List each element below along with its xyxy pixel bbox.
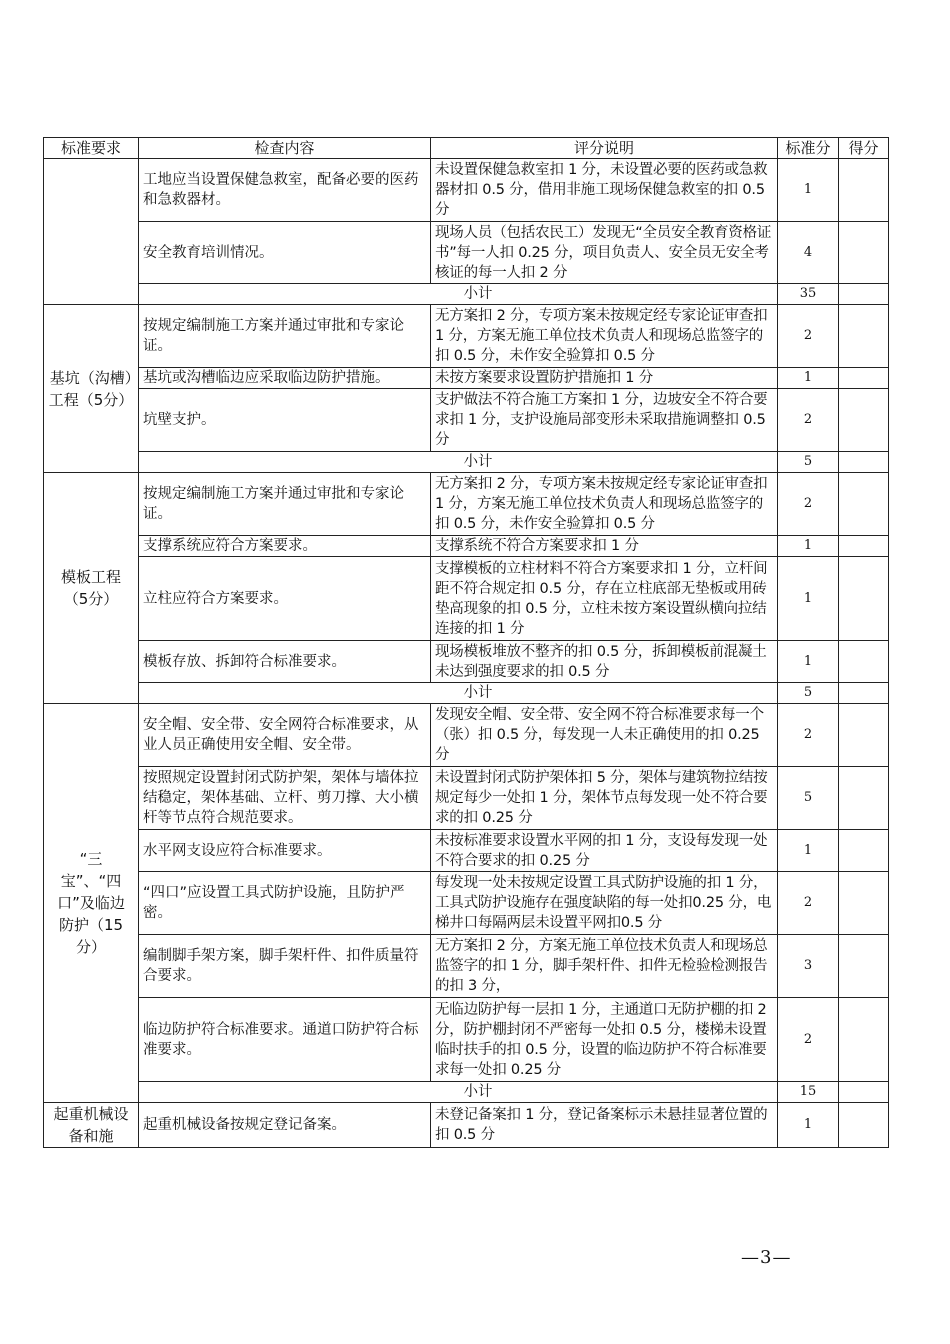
subtotal-row [44,1082,889,1103]
scoring-description-cell: 无方案扣 2 分，专项方案未按规定经专家论证审查扣 1 分，方案无施工单位技术负责人和现场总监签字的扣 0.5 分，未作安全验算扣 0.5 分 [431,305,778,368]
subtotal-label-cell [139,452,778,473]
subtotal-row [44,452,889,473]
table-row [44,872,889,935]
obtained-score-cell [839,159,889,222]
check-content-cell: 工地应当设置保健急救室，配备必要的医药和急救器材。 [139,159,431,222]
header-content: 检查内容 [139,138,431,159]
scoring-description-cell: 发现安全帽、安全带、安全网不符合标准要求每一个（张）扣 0.5 分，每发现一人未正确使用的扣 0.25 分 [431,704,778,767]
table-row [44,389,889,452]
check-content-cell: 按规定编制施工方案并通过审批和专家论证。 [139,473,431,536]
category-cell [44,704,139,1103]
subtotal-obtained-cell [839,1082,889,1103]
header-row [44,138,889,159]
obtained-score-cell [839,935,889,998]
obtained-score-cell [839,222,889,284]
table-row [44,767,889,830]
scoring-description-cell: 每发现一处未按规定设置工具式防护设施的扣 1 分，工具式防护设施存在强度缺陷的每一处扣0.25 分，电梯井口每隔两层未设置平网扣0.5 分 [431,872,778,935]
obtained-score-cell [839,767,889,830]
table-row [44,368,889,389]
header-standard: 标准要求 [44,138,139,159]
check-content-cell: 模板存放、拆卸符合标准要求。 [139,641,431,683]
subtotal-row [44,683,889,704]
standard-score-cell: 2 [778,872,839,935]
obtained-score-cell [839,872,889,935]
check-content-cell: 临边防护符合标准要求。通道口防护符合标准要求。 [139,998,431,1082]
table-row [44,536,889,557]
subtotal-value: 5 [778,683,839,704]
scoring-description-cell: 支撑模板的立柱材料不符合方案要求扣 1 分，立杆间距不符合规定扣 0.5 分，存在立柱底部无垫板或用砖垫高现象的扣 0.5 分，立柱未按方案设置纵横向拉结连接的扣 1 分 [431,557,778,641]
category-label: “三宝”、“四口”及临边防护（15分） [57,850,125,956]
standard-score-cell: 1 [778,641,839,683]
table-row [44,305,889,368]
table-row [44,704,889,767]
scoring-description-cell: 支护做法不符合施工方案扣 1 分，边坡安全不符合要求扣 1 分，支护设施局部变形未采取措施调整扣 0.5 分 [431,389,778,452]
table-row [44,1103,889,1148]
scoring-description-cell: 现场人员（包括农民工）发现无“全员安全教育资格证书”每一人扣 0.25 分，项目负责人、安全员无安全考核证的每一人扣 2 分 [431,222,778,284]
obtained-score-cell [839,368,889,389]
subtotal-label-cell [139,284,778,305]
table-row [44,473,889,536]
obtained-score-cell [839,305,889,368]
scoring-description-cell: 无方案扣 2 分，专项方案未按规定经专家论证审查扣 1 分，方案无施工单位技术负责人和现场总监签字的扣 0.5 分，未作安全验算扣 0.5 分 [431,473,778,536]
scoring-description-cell: 未按标准要求设置水平网的扣 1 分，支设每发现一处不符合要求的扣 0.25 分 [431,830,778,872]
subtotal-value: 35 [778,284,839,305]
category-cell [44,1103,139,1148]
subtotal-value: 5 [778,452,839,473]
obtained-score-cell [839,536,889,557]
scoring-description-cell: 未登记备案扣 1 分，登记备案标示未悬挂显著位置的扣 0.5 分 [431,1103,778,1148]
subtotal-label: 小计 [463,685,493,701]
standard-score-cell: 2 [778,998,839,1082]
standard-score-cell: 5 [778,767,839,830]
subtotal-label-cell [139,1082,778,1103]
scoring-description-cell: 未设置保健急救室扣 1 分，未设置必要的医药或急救器材扣 0.5 分，借用非施工现场保健急救室的扣 0.5 分 [431,159,778,222]
standard-score-cell: 2 [778,389,839,452]
table-row [44,222,889,284]
header-obtained-score: 得分 [839,138,889,159]
check-content-cell: 水平网支设应符合标准要求。 [139,830,431,872]
category-cell [44,305,139,473]
subtotal-obtained-cell [839,452,889,473]
check-content-cell: 按照规定设置封闭式防护架，架体与墙体拉结稳定，架体基础、立杆、剪刀撑、大小横杆等节点符合规范要求。 [139,767,431,830]
subtotal-obtained-cell [839,284,889,305]
check-content-cell: 按规定编制施工方案并通过审批和专家论证。 [139,305,431,368]
header-standard-score: 标准分 [778,138,839,159]
category-label: 基坑（沟槽）工程（5分） [48,368,134,409]
table-row [44,998,889,1082]
standard-score-cell: 1 [778,1103,839,1148]
subtotal-label: 小计 [463,286,493,302]
scoring-description-cell: 无方案扣 2 分，方案无施工单位技术负责人和现场总监签字的扣 1 分，脚手架杆件、扣件无检验检测报告的扣 3 分， [431,935,778,998]
obtained-score-cell [839,704,889,767]
scoring-description-cell: 未按方案要求设置防护措施扣 1 分 [431,368,778,389]
category-label: 起重机械设备和施 [53,1105,129,1145]
check-content-cell: 立柱应符合方案要求。 [139,557,431,641]
standard-score-cell: 3 [778,935,839,998]
scoring-description-cell: 现场模板堆放不整齐的扣 0.5 分，拆卸模板前混凝土未达到强度要求的扣 0.5 分 [431,641,778,683]
standard-score-cell: 4 [778,222,839,284]
standard-score-cell: 1 [778,830,839,872]
standard-score-cell: 1 [778,159,839,222]
subtotal-value: 15 [778,1082,839,1103]
check-content-cell: 安全帽、安全带、安全网符合标准要求，从业人员正确使用安全帽、安全带。 [139,704,431,767]
standard-score-cell: 2 [778,305,839,368]
subtotal-obtained-cell [839,683,889,704]
subtotal-label: 小计 [463,1084,493,1100]
standard-score-cell: 1 [778,557,839,641]
category-cell [44,473,139,704]
header-description: 评分说明 [431,138,778,159]
scoring-description-cell: 支撑系统不符合方案要求扣 1 分 [431,536,778,557]
scoring-description-cell: 未设置封闭式防护架体扣 5 分，架体与建筑物拉结按规定每少一处扣 1 分，架体节点每发现一处不符合要求的扣 0.25 分 [431,767,778,830]
check-content-cell: “四口”应设置工具式防护设施，且防护严密。 [139,872,431,935]
obtained-score-cell [839,389,889,452]
category-label: 模板工程（5分） [60,568,121,608]
obtained-score-cell [839,1103,889,1148]
table-row [44,159,889,222]
obtained-score-cell [839,641,889,683]
scoring-table [43,137,889,1148]
category-cell [44,159,139,305]
subtotal-row [44,284,889,305]
obtained-score-cell [839,473,889,536]
page-number: —3— [741,1247,792,1268]
table-row [44,830,889,872]
scoring-description-cell: 无临边防护每一层扣 1 分，主通道口无防护棚的扣 2 分，防护棚封闭不严密每一处扣 0.5 分，楼梯未设置临时扶手的扣 0.5 分，设置的临边防护不符合标准要求每一处扣 0.25 分 [431,998,778,1082]
check-content-cell: 起重机械设备按规定登记备案。 [139,1103,431,1148]
table-row [44,641,889,683]
subtotal-label: 小计 [463,454,493,470]
obtained-score-cell [839,998,889,1082]
table-row [44,935,889,998]
subtotal-label-cell [139,683,778,704]
table-body [44,138,889,1148]
check-content-cell: 坑壁支护。 [139,389,431,452]
check-content-cell: 基坑或沟槽临边应采取临边防护措施。 [139,368,431,389]
table-row [44,557,889,641]
obtained-score-cell [839,830,889,872]
standard-score-cell: 2 [778,704,839,767]
check-content-cell: 编制脚手架方案，脚手架杆件、扣件质量符合要求。 [139,935,431,998]
standard-score-cell: 2 [778,473,839,536]
check-content-cell: 安全教育培训情况。 [139,222,431,284]
standard-score-cell: 1 [778,536,839,557]
obtained-score-cell [839,557,889,641]
standard-score-cell: 1 [778,368,839,389]
check-content-cell: 支撑系统应符合方案要求。 [139,536,431,557]
